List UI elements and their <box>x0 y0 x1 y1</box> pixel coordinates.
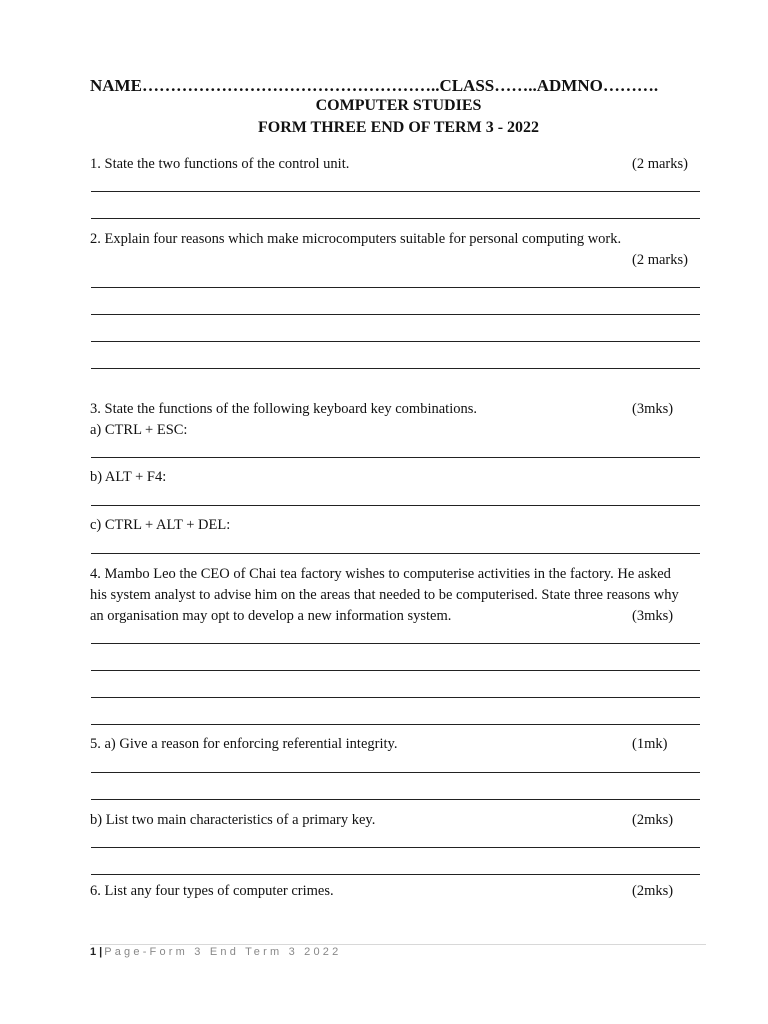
exam-title: FORM THREE END OF TERM 3 - 2022 <box>257 119 540 136</box>
answer-line <box>91 505 700 506</box>
question-4-line-2: his system analyst to advise him on the areas that needed to be computerised. State three reasons why <box>90 587 679 603</box>
question-6-marks: (2mks) <box>632 883 674 899</box>
answer-line <box>91 697 700 698</box>
question-3b: b) ALT + F4: <box>90 469 167 485</box>
question-3c: c) CTRL + ALT + DEL: <box>90 517 231 533</box>
answer-line <box>91 287 700 288</box>
page-footer <box>90 946 341 958</box>
answer-line <box>91 874 700 875</box>
question-3a: a) CTRL + ESC: <box>90 422 188 438</box>
question-1: 1. State the two functions of the control unit. <box>90 156 350 172</box>
answer-line <box>91 368 700 369</box>
footer-separator: | <box>99 946 103 958</box>
question-6: 6. List any four types of computer crimes. <box>90 883 334 899</box>
answer-line <box>91 553 700 554</box>
footer-text: Page-Form 3 End Term 3 2022 <box>104 946 342 958</box>
answer-line <box>91 341 700 342</box>
answer-line <box>91 670 700 671</box>
question-1-marks: (2 marks) <box>632 156 688 172</box>
answer-line <box>91 772 700 773</box>
question-3: 3. State the functions of the following keyboard key combinations. <box>90 401 477 417</box>
question-4-line-3: an organisation may opt to develop a new information system. <box>90 608 452 624</box>
answer-line <box>91 314 700 315</box>
subject-title: COMPUTER STUDIES <box>315 97 482 114</box>
answer-line <box>91 643 700 644</box>
question-3-marks: (3mks) <box>632 401 674 417</box>
question-2: 2. Explain four reasons which make microcomputers suitable for personal computing work. <box>90 231 622 247</box>
answer-line <box>91 847 700 848</box>
question-5b: b) List two main characteristics of a primary key. <box>90 812 376 828</box>
question-4-line-1: 4. Mambo Leo the CEO of Chai tea factory wishes to computerise activities in the factory. He asked <box>90 566 671 582</box>
question-5b-marks: (2mks) <box>632 812 674 828</box>
footer-divider <box>90 944 706 945</box>
name-class-admno-line: NAME……………………………………………..CLASS……..ADMNO………. <box>90 76 659 95</box>
question-5a-marks: (1mk) <box>632 736 668 752</box>
question-5a: 5. a) Give a reason for enforcing referential integrity. <box>90 736 398 752</box>
answer-line <box>91 218 700 219</box>
question-4-marks: (3mks) <box>632 608 674 624</box>
answer-line <box>91 191 700 192</box>
answer-line <box>91 457 700 458</box>
answer-line <box>91 724 700 725</box>
question-2-marks: (2 marks) <box>632 252 688 268</box>
page-number: 1 <box>90 946 97 958</box>
answer-line <box>91 799 700 800</box>
